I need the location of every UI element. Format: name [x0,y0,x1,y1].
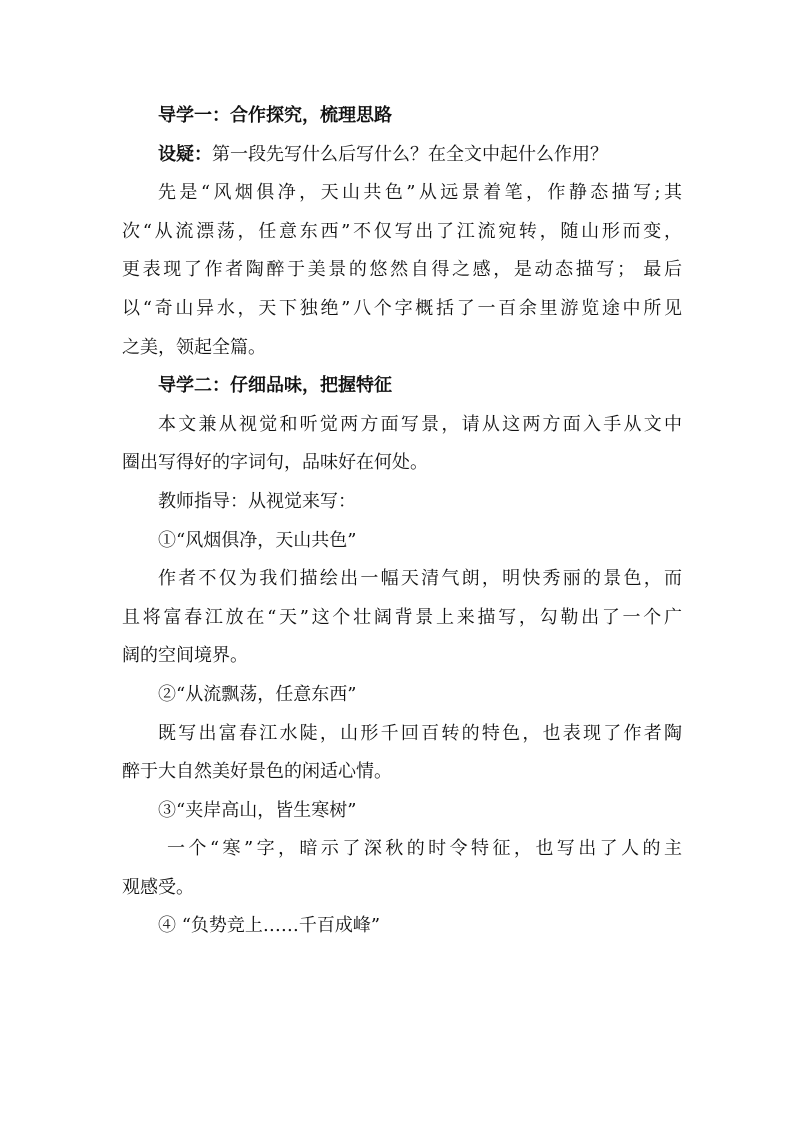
paragraph-line: 观感受。 [122,876,194,898]
paragraph-line: 之美，领起全篇。 [122,336,266,358]
paragraph-line: 先是“风烟俱净，天山共色”从远景着笔，作静态描写;其 [158,182,682,204]
paragraph-line: 以“奇山异水，天下独绝”八个字概括了一百余里游览途中所见 [122,297,682,319]
document-body [122,97,682,946]
heading-guide-two: 导学二：仔细品味，把握特征 [158,375,392,397]
quote-item-1: ①“风烟俱净，天山共色” [158,529,357,551]
quote-item-3: ③“夹岸高山，皆生寒树” [158,799,357,821]
question-label: 设疑： [158,143,212,165]
heading-guide-one: 导学一：合作探究，梳理思路 [158,105,392,126]
question-paragraph: 设疑：第一段先写什么后写什么？在全文中起什么作用？ [158,143,608,165]
paragraph-line: 圈出写得好的字词句，品味好在何处。 [122,452,428,474]
paragraph-line: 更表现了作者陶醉于美景的悠然自得之感，是动态描写； 最后 [122,259,682,281]
paragraph-line: 醉于大自然美好景色的闲适心情。 [122,761,392,783]
paragraph-line: 阔的空间境界。 [122,645,248,667]
quote-item-2: ②“从流飘荡，任意东西” [158,683,357,705]
teacher-guidance: 教师指导：从视觉来写： [158,490,356,512]
paragraph-line: 一个“寒”字，暗示了深秋的时令特征，也写出了人的主 [167,838,682,860]
paragraph-line: 本文兼从视觉和听觉两方面写景，请从这两方面入手从文中 [158,413,682,435]
paragraph-line: 既写出富春江水陡，山形千回百转的特色，也表现了作者陶 [158,722,682,744]
paragraph-line: 次“从流漂荡，任意东西”不仅写出了江流宛转，随山形而变， [122,220,682,242]
paragraph-line: 且将富春江放在“天”这个壮阔背景上来描写，勾勒出了一个广 [122,606,682,628]
paragraph-line: 作者不仅为我们描绘出一幅天清气朗，明快秀丽的景色，而 [158,568,682,590]
quote-item-4: ④ “负势竞上……千百成峰” [158,915,381,937]
